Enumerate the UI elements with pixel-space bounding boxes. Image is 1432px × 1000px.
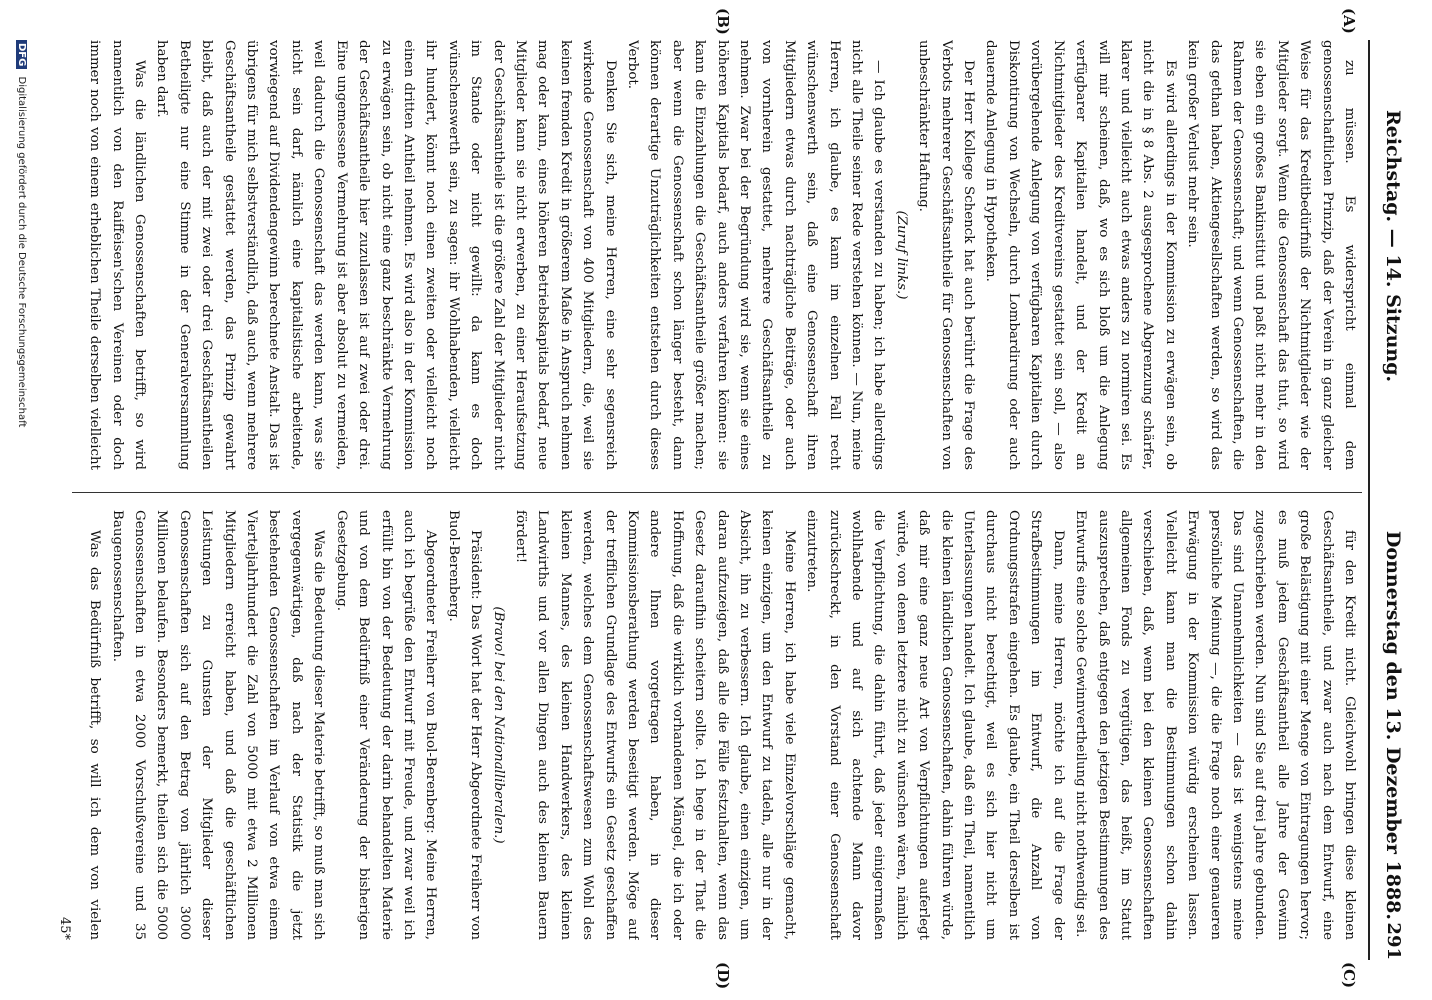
header-date: Donnerstag den 13. Dezember 1888. <box>1382 530 1404 920</box>
digitization-note <box>7 40 27 960</box>
margin-letter-b: (B) <box>714 8 732 35</box>
paragraph: zu müssen. Es widerspricht einmal dem genossenschaftlichen Prinzip, daß der Verein in ganz gleicher Weise für das Kreditbedürfniß der Nichtmitglieder wie der Mitglieder sorgt. Wenn die Genossenschaft das thut, so wird sie eben ein großes Bankinstitut und paßt nicht mehr in den Rahmen der Genossenschaft; und wenn Genossenschaften, die das gethan haben, Aktiengesellschaften werden, so wird das kein großer Verlust mehr sein. <box>1185 40 1357 470</box>
header-session: Reichstag. — 14. Sitzung. <box>1382 110 1404 383</box>
paragraph: Was die ländlichen Genossenschaften betrifft, so wird namentlich von den Raiffeisen'schen Vereinen oder doch immer noch von einem erheblichen Theile derselben vielleicht <box>87 40 148 470</box>
header-rule <box>1368 40 1370 960</box>
page-number: 291 <box>1383 922 1404 960</box>
left-column <box>80 40 1360 470</box>
interjection: (Zuruf links.) <box>893 210 909 300</box>
margin-letter-a: (A) <box>1340 8 1358 34</box>
paragraph: Meine Herren, ich habe viele Einzelvorschläge gemacht, keinen einzigen, um den Entwurf zu tadeln, alle nur in der Absicht, ihn zu verbessern. Ich glaube, einen einzigen, um daran aufzuzeigen, daß alle die Fälle festzuhalten, wenn das Gesetz daraufhin scheitern sollte. Ich hege in der That die Hoffnung, daß die wirklich vorhandenen Mängel, die ich oder andere Ihnen vorgetragen haben, in dieser Kommissionsberathung werden beseitigt werden. Möge auf der trefflichen Grundlage des Entwurfs ein Gesetz geschaffen werden, welches dem Genossenschaftswesen zum Wohl des kleinen Mannes, des kleinen Handwerkers, des kleinen Landwirths und vor allen Dingen auch des kleinen Bauern fördert! <box>512 510 797 940</box>
paragraph: — Ich glaube es verstanden zu haben; ich habe allerdings nicht alle Theile seiner Rede verstehen können. — Nun, meine Herren, ich glaube, es kann im einzelnen Fall recht wünschenswerth sein, daß eine Genossenschaft ihren Mitgliedern etwas durch nachträgliche Beiträge, oder auch von vornherein gestattet, mehrere Geschäftsantheile zu nehmen. Zwar bei der Begründung wird sie, wenn sie eines höheren Kapitals bedarf, auch anders verfahren können: sie kann die Einzahlungen die Geschäftsantheile größer machen; aber wenn die Genossenschaft schon länger besteht, dann können derartige Unzuträglichkeiten entstehen durch dieses Verbot. <box>625 40 887 470</box>
paragraph: Der Herr Kollege Schenck hat auch berührt die Frage des Verbots mehrerer Geschäftsantheile für Genossenschaften von unbeschränkter Haftung. <box>916 40 977 470</box>
paragraph: Es wird allerdings in der Kommission zu erwägen sein, ob nicht die in § 8 Abs. 2 ausgesprochene Abgrenzung schärfer, klarer und vielleicht auch etwas anders zu normiren sei. Es will mir scheinen, daß, wo es sich bloß um die Anlegung verfügbarer Kapitalien handelt, und der Kredit an Nichtmitglieder des Kreditvereins gestattet sein soll, — also vorübergehende Anlegung von verfügbaren Kapitalien durch Diskontirung von Wechseln, durch Lombardirung oder auch dauernde Anlegung in Hypotheken. <box>983 40 1178 470</box>
speaker-paragraph: Abgeordneter Freiherr von Buol-Berenberg: Meine Herren, auch ich begrüße den Entwurf mit Freude, und zwar weil ich erfüllt bin von der Bedeutung der darin behandelten Materie und von dem Bedürfniß einer Veränderung der bisherigen Gesetzgebung. <box>333 510 439 940</box>
paragraph: Dann, meine Herren, möchte ich auf die Frage der Strafbestimmungen im Entwurf, die Anzahl von Ordnungsstrafen eingehen. Es glaube, ein Theil derselben ist durchaus nicht berechtigt, weil es sich hier nicht um Unterlassungen handelt. Ich glaube, daß ein Theil, namentlich die kleinen ländlichen Genossenschaften, dahin führen würde, daß mir eine ganz neue Art von Verpflichtungen auferlegt würde, von denen letztere nicht zu wünschen wären, nämlich die Verpflichtung, die dahin führt, daß jeder einigermaßen wohlhabende und auf sich achtende Mann davor zurückschreckt, in den Vorstand einer Genossenschaft einzutreten. <box>804 510 1066 940</box>
margin-letter-c: (C) <box>1340 962 1358 989</box>
sheet-signature: 45* <box>57 916 72 940</box>
paragraph: Was das Bedürfniß betrifft, so will ich dem von vielen <box>87 530 103 940</box>
paragraph: Denken Sie sich, meine Herren, eine sehr segensreich wirkende Genossenschaft von 400 Mitgliedern, die, weil sie keinen fremden Kredit in größerem Maße in Anspruch nehmen mag oder kann, eines höheren Betriebskapitals bedarf, neue Mitglieder kann sie nicht erwerben, zu einer Heraufsetzung der Geschäftsantheile ist die größere Zahl der Mitglieder nicht im Stande oder nicht gewillt: da kann es doch wünschenswerth sein, zu sagen: ihr Wohlhabenden, vielleicht ihr hundert, könnt noch einen zweiten oder vielleicht noch einen dritten Antheil nehmen. Es wird also in der Kommission zu erwägen sein, ob nicht eine ganz beschränkte Vermehrung der Geschäftsantheile hier zuzulassen ist auf zwei oder drei. Eine ungemessene Vermehrung ist aber absolut zu vermeiden, weil dadurch die Genossenschaft das werden kann, was sie nicht sein darf, nämlich eine kapitalistische arbeitende, vorwiegend auf Dividendengewinn berechnete Anstalt. Das ist übrigens für mich selbstverständlich, daß auch, wenn mehrere Geschäftsantheile gestattet werden, das Prinzip gewahrt bleibt, daß auch der mit zwei oder drei Geschäftsantheilen Betheiligte nur eine Stimme in der Generalversammlung haben darf. <box>154 40 618 470</box>
column-divider <box>72 492 1362 493</box>
right-column <box>80 510 1360 940</box>
page-header <box>1374 40 1404 960</box>
paragraph: Was die Bedeutung dieser Materie betrifft, so muß man sich vergegenwärtigen, daß nach der Statistik die jetzt bestehenden Genossenschaften im Verlauf von etwa einem Vierteljahrhundert die Zahl von 5000 mit etwa 2 Millionen Mitgliedern erreicht haben, und daß die geschäftlichen Leistungen zu Gunsten der Mitglieder dieser Genossenschaften sich auf den Betrag von jährlich 3000 Millionen belaufen. Besonders bemerkt, theilen sich die 5000 Genossenschaften in etwa 2000 Vorschußvereine und 35 Baugenossenschaften. <box>109 510 327 940</box>
margin-letter-d: (D) <box>714 962 732 990</box>
paragraph: für den Kredit nicht. Gleichwohl bringen diese kleinen Geschäftsantheile, und zwar auch nach dem Entwurf, eine große Belästigung mit einer Menge von Eintragungen hervor; es muß jedem Geschäftsantheil alle Jahre der Gewinn zugeschrieben werden. Nun sind Sie auf drei Jahre gebunden. Das sind Unannehmlichkeiten — das ist wenigstens meine persönliche Meinung —, die die Frage noch einer genaueren Erwägung in der Kommission würdig erscheinen lassen. Vielleicht kann man die Bestimmungen schon dahin verschieben, daß, wenn bei den kleinen Genossenschaften allgemeinen Fonds zu vergütigen, das heißt, im Statut auszusprechen, daß entgegen den jetzigen Bestimmungen des Entwurfs eine solche Gewinnvertheilung nicht nothwendig sei. <box>1073 510 1357 940</box>
dfg-logo: DFG <box>16 40 27 69</box>
applause-note: (Bravo! bei den Nationalliberalen.) <box>490 606 506 844</box>
digitization-text: Digitalisierung gefördert durch die Deutsche Forschungsgemeinschaft <box>16 76 27 428</box>
speaker-paragraph: Präsident: Das Wort hat der Herr Abgeordnete Freiherr von Buol-Berenberg. <box>445 510 484 940</box>
